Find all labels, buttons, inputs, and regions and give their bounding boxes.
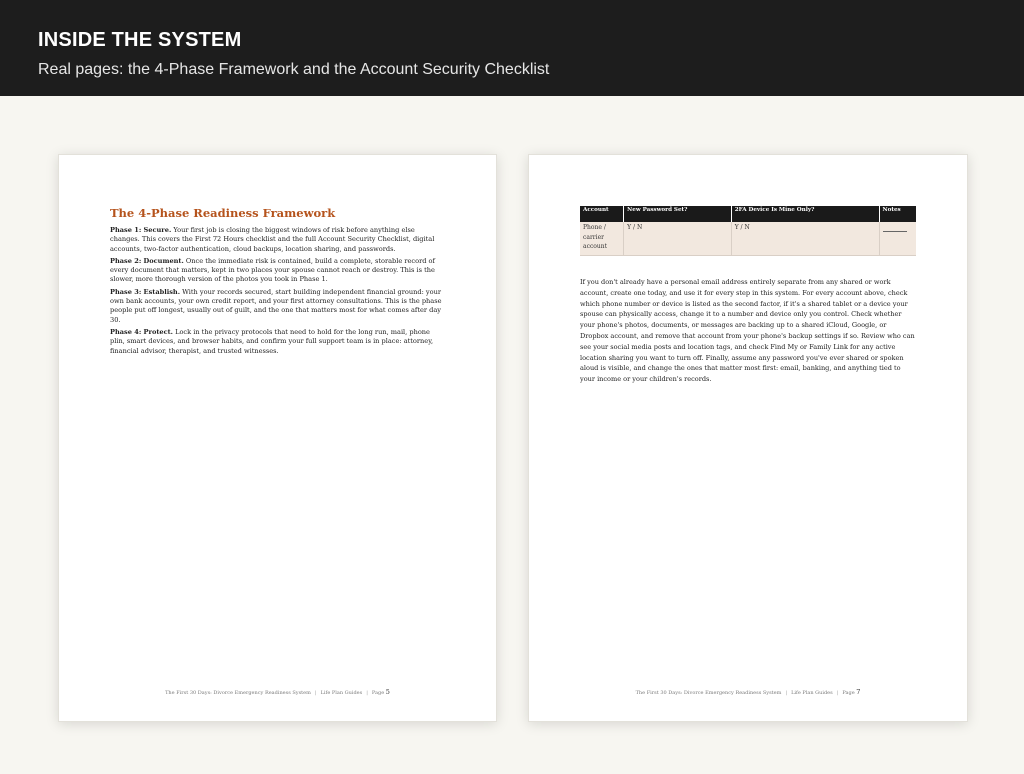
banner-subtitle: Real pages: the 4-Phase Framework and the Account Security Checklist <box>38 61 550 78</box>
column-header-new-password: New Password Set? <box>624 206 732 222</box>
column-header-notes: Notes <box>879 206 916 222</box>
page-footer <box>529 688 967 696</box>
phase-2-label: Phase 2: Document. <box>110 256 184 265</box>
document-page-7 <box>528 154 968 722</box>
document-page-5 <box>58 154 497 722</box>
phase-2-paragraph <box>110 257 446 285</box>
cell-2fa-device: Y / N <box>731 222 879 255</box>
phase-1-text: Your first job is closing the biggest windows of risk before anything else changes. This covers the First 72 Hours checklist and the full Account Security Checklist, digital accounts, two-factor authentication, cloud backups, location sharing, and passwords. <box>110 226 435 253</box>
table-row <box>580 222 916 255</box>
footer-separator: | <box>836 690 839 696</box>
phase-3-text: With your records secured, start building independent financial ground: your own bank accounts, your own credit report, and your first attorney consultations. This is the phase people put off longest, usually out of guilt, and the one that matters most for what comes after day 30. <box>110 287 442 324</box>
phase-3-paragraph <box>110 288 446 325</box>
notes-blank-line <box>883 223 907 232</box>
footer-brand: Life Plan Guides <box>791 690 833 696</box>
cell-notes <box>879 222 916 255</box>
phase-1-label: Phase 1: Secure. <box>110 226 172 234</box>
phase-4-paragraph <box>110 328 446 356</box>
footer-separator: | <box>785 690 788 696</box>
footer-separator: | <box>314 690 317 696</box>
cell-new-password: Y / N <box>624 222 732 255</box>
footer-separator: | <box>366 690 368 696</box>
table-header-row <box>580 206 916 222</box>
banner-title: INSIDE THE SYSTEM <box>38 29 242 51</box>
phase-1-paragraph <box>110 226 446 254</box>
footer-doc-title: The First 30 Days: Divorce Emergency Readiness System <box>635 690 782 696</box>
footer-page-label: Page <box>842 690 855 696</box>
footer-brand: Life Plan Guides <box>320 690 363 696</box>
security-guidance-paragraph: If you don't already have a personal email address entirely separate from any shared or work account, create one today, and use it for every step in this system. For every account above, check which phone number or device is listed as the second factor, if it's a shared tablet or a device your spouse can physically access, change it to a number and device only you control. Check whether your phone's photos, documents, or messages are backing up to a shared iCloud, Google, or Dropbox account, and remove that account from your phone's backup settings if so. Review who can see your social media posts and location tags, and check Find My or Family Link for any active location sharing you want to turn off. Finally, assume any password you've ever shared or spoken aloud is visible, and change the ones that matter most first: email, banking, and anything tied to your income or your children's records. <box>580 278 915 384</box>
header-banner <box>0 0 1024 96</box>
footer-page-label: Page <box>371 690 385 696</box>
phase-4-label: Phase 4: Protect. <box>110 327 173 336</box>
phase-3-label: Phase 3: Establish. <box>110 287 181 296</box>
phase-4-text: Lock in the privacy protocols that need to hold for the long run, mail, phone plin, smart devices, and browser habits, and confirm your full support team is in place: attorney, financial advisor, therapist, and trusted witnesses. <box>110 327 434 355</box>
column-header-2fa-device: 2FA Device Is Mine Only? <box>731 206 879 222</box>
page-footer <box>59 688 496 696</box>
account-security-table <box>580 206 916 256</box>
footer-page-number: 7 <box>856 688 861 696</box>
footer-doc-title: The First 30 Days: Divorce Emergency Readiness System <box>165 690 311 696</box>
framework-heading: The 4-Phase Readiness Framework <box>110 206 336 220</box>
column-header-account: Account <box>580 206 624 222</box>
cell-account: Phone / carrier account <box>580 222 624 255</box>
footer-page-number: 5 <box>385 688 390 696</box>
phase-list <box>110 226 446 359</box>
phase-2-text: Once the immediate risk is contained, build a complete, storable record of every document that matters, kept in two places your spouse cannot reach or destroy. This is the slower, more thorough version of the photos you took in Phase 1. <box>110 256 435 284</box>
